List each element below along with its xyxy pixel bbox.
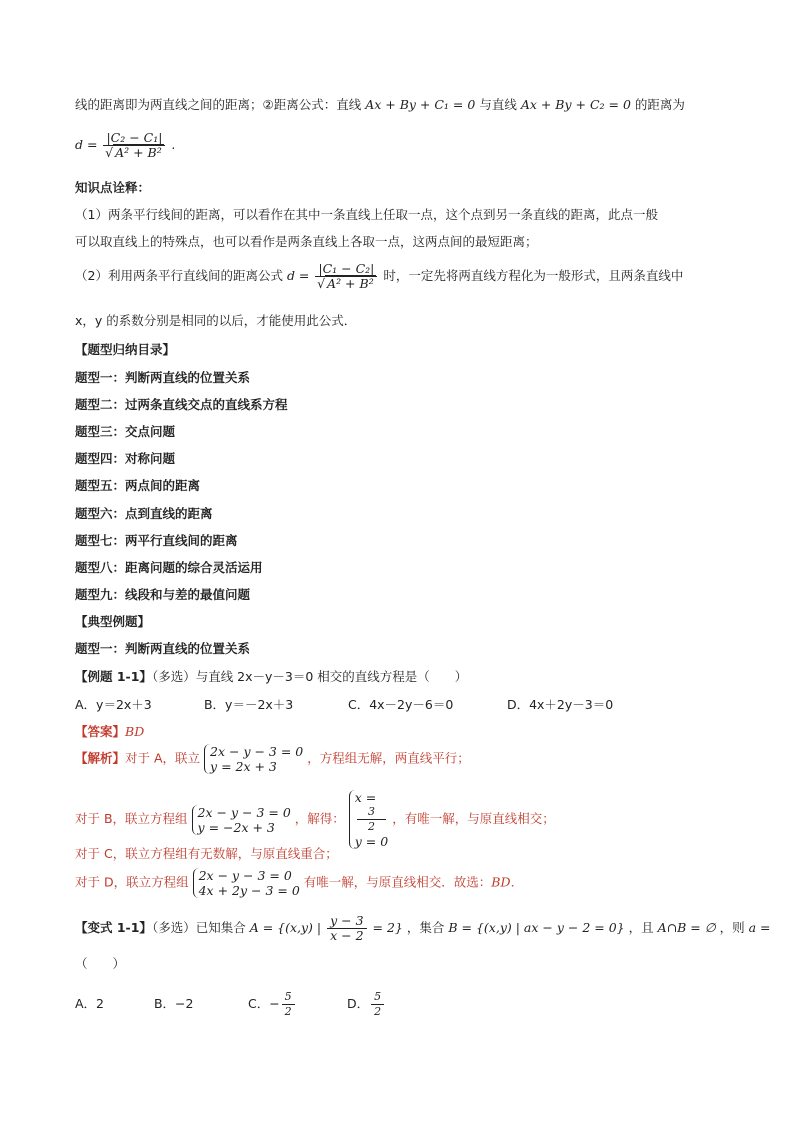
text-segment: ，有唯一解，与原直线相交； [392,811,555,826]
option-fraction [282,990,295,1019]
option-c-label: C．− [247,996,280,1011]
explain-title: 知识点诠释： [75,180,151,195]
system-equation: 2x − y − 3 = 0 [210,744,304,759]
equation-line-1: Ax + By + C₁ = 0 [365,97,476,112]
variant-paren: （ ） [75,956,126,971]
option-b: B．y＝－2x＋3 [203,697,294,712]
option-d: D．4x＋2y－3＝0 [506,697,614,712]
catalog-item: 题型四：对称问题 [75,451,176,466]
system-equation: y = 2x + 3 [210,759,277,774]
catalog-item: 题型一：判断两直线的位置关系 [75,370,251,385]
system-equation: y = −2x + 3 [197,819,275,835]
system-equation: 2x − y − 3 = 0 [197,804,291,820]
option-c: C．4x－2y－6＝0 [347,697,454,712]
fraction-denominator: √ A² + B² [105,145,162,160]
set-condition: A∩B = ∅ [657,920,716,935]
text-segment: 对于 B，联立方程组 [75,811,188,826]
fraction-denominator: 2 [374,1005,382,1018]
catalog-item: 题型九：线段和与差的最值问题 [75,587,251,602]
text-segment: ，且 [628,920,654,935]
sqrt-radicand: A² + B² [115,145,162,160]
sqrt-radicand: A² + B² [327,276,374,291]
example-stem [75,669,467,685]
text-segment: （2）利用两条平行直线间的距离公式 [75,268,283,283]
equation-system [193,868,300,898]
distance-definition-line [75,97,685,113]
catalog-title: 【题型归纳目录】 [75,342,176,357]
set-b: B = {(x,y) | ax − y − 2 = 0} [448,920,625,935]
equation-system [192,805,291,835]
text-segment: 对于 A，联立 [125,750,201,766]
fraction-denominator: 2 [284,1005,292,1018]
option-c [248,990,343,1019]
catalog-item: 题型五：两点间的距离 [75,478,201,493]
answer-value: BD [125,724,145,739]
example-options [75,697,613,713]
catalog-item: 题型八：距离问题的综合灵活运用 [75,560,263,575]
distance-fraction [315,262,377,291]
distance-formula [75,131,175,160]
point-2-line-2: x，y 的系数分别是相同的以后，才能使用此公式． [75,313,357,328]
text-segment: （多选）已知集合 [151,920,246,935]
catalog-item: 题型七：两平行直线间的距离 [75,533,238,548]
fraction-numerator: |C₁ − C₂| [315,262,377,277]
option-d-label: D． [346,996,370,1011]
examples-title: 【典型例题】 [75,614,151,629]
text-segment: 对于 D，联立方程组 [75,874,189,890]
fraction-denominator: x − 2 [330,928,364,943]
fraction-numerator: |C₂ − C₁| [103,131,165,146]
section-1-title: 题型一：判断两直线的位置关系 [75,641,251,656]
final-answer: BD． [491,874,523,890]
text-segment: 时，一定先将两直线方程化为一般形式，且两条直线中 [383,268,684,283]
text-segment: ，集合 [406,920,445,935]
fraction-numerator: 5 [282,990,295,1005]
text-segment: ，方程组无解，两直线平行； [307,750,470,766]
solution-fraction [357,805,386,834]
set-a-suffix: = 2} [372,920,403,935]
variable-a: a = [748,920,771,935]
text-segment: 与直线 [479,97,517,112]
analysis-b [75,790,555,849]
solution-system [349,790,388,849]
fraction-numerator: y − 3 [327,914,366,929]
option-a: A．2 [75,996,105,1011]
fraction-numerator: 5 [371,990,384,1005]
text-segment: 线的距离即为两直线之间的距离；②距离公式：直线 [75,97,362,112]
system-equation: 4x + 2y − 3 = 0 [198,883,300,898]
variant-tag: 【变式 1-1】 [75,920,152,935]
solution-x-lhs: x = [354,790,377,805]
answer-tag: 【答案】 [75,724,126,739]
fraction-numerator: 3 [357,805,386,820]
option-a: A．y＝2x＋3 [75,697,152,712]
option-d [346,990,386,1018]
text-segment: 的距离为 [634,97,685,112]
fraction-denominator: 2 [367,820,375,833]
example-text: （多选）与直线 2x－y－3＝0 相交的直线方程是（ ） [151,669,468,684]
text-segment: ，解得： [294,811,345,826]
point-1-line-2: 可以取直线上的特殊点，也可以看作是两条直线上各取一点，这两点间的最短距离； [75,234,538,249]
formula-lhs: d = [75,137,98,152]
catalog-item: 题型二：过两条直线交点的直线系方程 [75,397,288,412]
analysis-tag: 【解析】 [75,750,126,766]
example-tag: 【例题 1-1】 [75,669,152,684]
point-2-line-1 [75,262,683,291]
equation-system [204,744,303,774]
catalog-item: 题型三：交点问题 [75,424,176,439]
analysis-c: 对于 C，联立方程组有无数解，与原直线重合； [75,846,338,861]
point-1-line-1: （1）两条平行线间的距离，可以看作在其中一条直线上任取一点，这个点到另一条直线的距离，此点一般 [75,207,658,222]
option-b: B．−2 [153,996,194,1011]
fraction-denominator: √ A² + B² [317,276,374,291]
set-a-prefix: A = {(x,y) | [249,920,322,935]
formula-lhs: d = [286,268,310,283]
option-fraction [371,990,384,1019]
text-segment: ，则 [719,920,745,935]
answer-line [75,724,144,740]
set-a-fraction [327,914,366,943]
text-segment: 有唯一解，与原直线相交．故选： [303,874,492,890]
set-a [249,913,403,943]
catalog-item: 题型六：点到直线的距离 [75,506,213,521]
formula-tail: . [171,137,176,152]
analysis-a [75,744,470,774]
solution-x [355,790,388,834]
solution-y: y = 0 [354,834,389,849]
variant-options [75,990,386,1019]
variant-stem [75,914,771,943]
system-equation: 2x − y − 3 = 0 [198,868,292,883]
equation-line-2: Ax + By + C₂ = 0 [520,97,631,112]
distance-fraction [103,131,165,160]
analysis-d [75,868,523,898]
